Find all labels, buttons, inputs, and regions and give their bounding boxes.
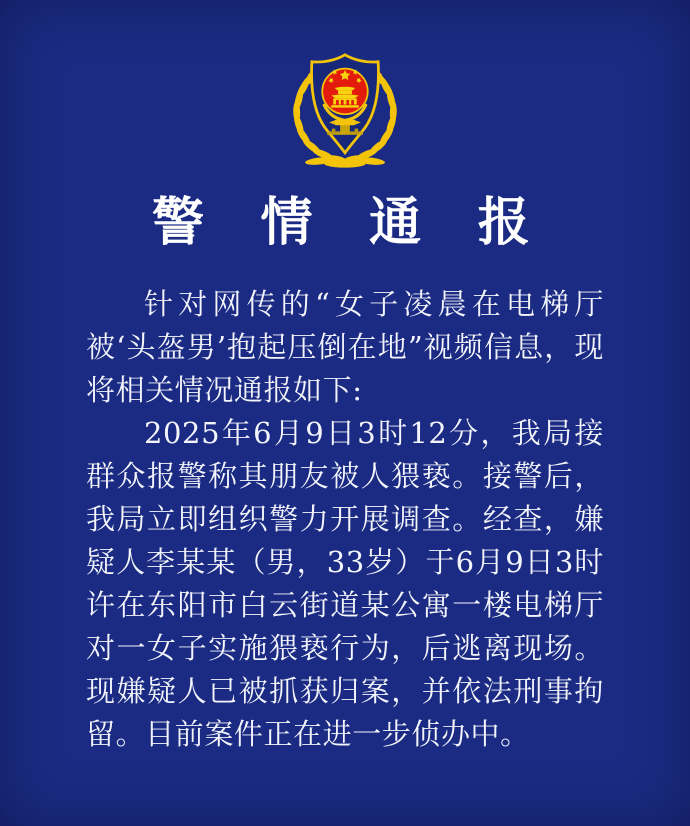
police-badge-icon xyxy=(276,48,414,170)
notice-body xyxy=(0,283,690,756)
paragraph-intro: 针对网传的“女子凌晨在电梯厅被‘头盔男’抱起压倒在地”视频信息，现将相关情况通报如下: xyxy=(86,287,604,408)
paragraph-details: 2025年6月9日3时12分，我局接群众报警称其朋友被人猥亵。接警后，我局立即组织警力开展调查。经查，嫌疑人李某某（男，33岁）于6月9日3时许在东阳市白云街道某公寓一楼电梯厅对一女子实施猥亵行为，后逃离现场。现嫌疑人已被抓获归案，并依法刑事拘留。目前案件正在进一步侦办中。 xyxy=(86,416,604,752)
notice-title: 警 情 通 报 xyxy=(151,192,539,253)
